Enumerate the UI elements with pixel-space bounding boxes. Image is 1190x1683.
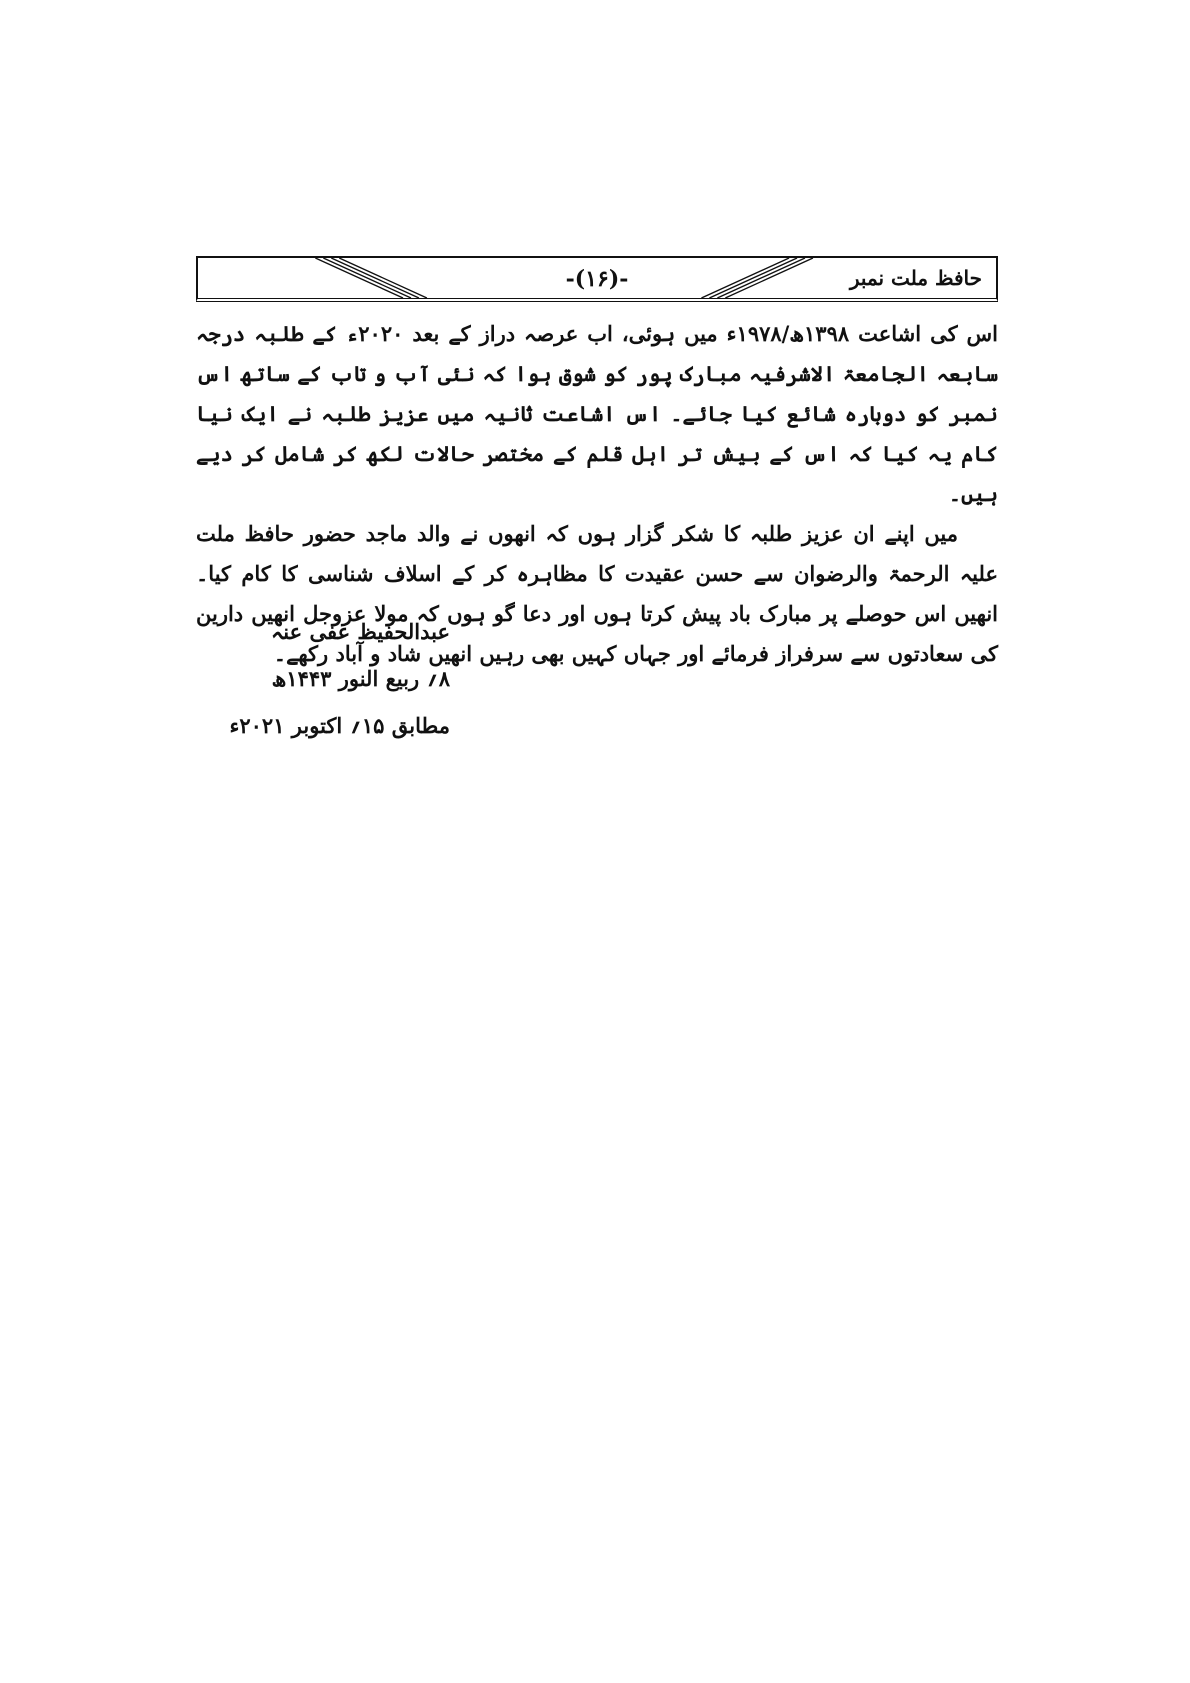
page-number: -(۱۶)- bbox=[565, 266, 629, 292]
signature-hijri-date: ۸؍ ربیع النور ۱۴۴۳ھ bbox=[271, 666, 450, 691]
paragraph-1: اس کی اشاعت ۱۳۹۸ھ/۱۹۷۸ء میں ہوئی، اب عرصہ دراز کے بعد ۲۰۲۰ء کے طلبہ درجہ سابعہ الجامعۃ الاشرفیہ مبارک پور کو شوق ہوا کہ نئی آب و تاب کے ساتھ اس نمبر کو دوبارہ شائع کیا جائے۔ اس اشاعت ثانیہ میں عزیز طلبہ نے ایک نیا کام یہ کیا کہ اس کے بیش تر اہل قلم کے مختصر حالات لکھ کر شامل کر دیے ہیں۔ bbox=[196, 321, 999, 506]
signature-gregorian-date: مطابق ۱۵؍ اکتوبر ۲۰۲۱ء bbox=[229, 713, 450, 738]
running-header bbox=[196, 256, 998, 302]
signature-name: عبدالحفیظ عفی عنہ bbox=[270, 619, 450, 644]
signature-block bbox=[229, 608, 450, 749]
header-title: حافظ ملت نمبر bbox=[849, 266, 982, 290]
paragraph-2: میں اپنے ان عزیز طلبہ کا شکر گزار ہوں کہ انھوں نے والد ماجد حضور حافظ ملت علیہ الرحمۃ والرضوان سے حسن عقیدت کا مظاہرہ کر کے اسلاف شناسی کا کام کیا۔ انھیں اس حوصلے پر مبارک باد پیش کرتا ہوں اور دعا گو ہوں کہ مولا عزوجل انھیں دارین کی سعادتوں سے سرفراز فرمائے اور جہاں کہیں بھی رہیں انھیں شاد و آباد رکھے۔ bbox=[196, 521, 998, 666]
